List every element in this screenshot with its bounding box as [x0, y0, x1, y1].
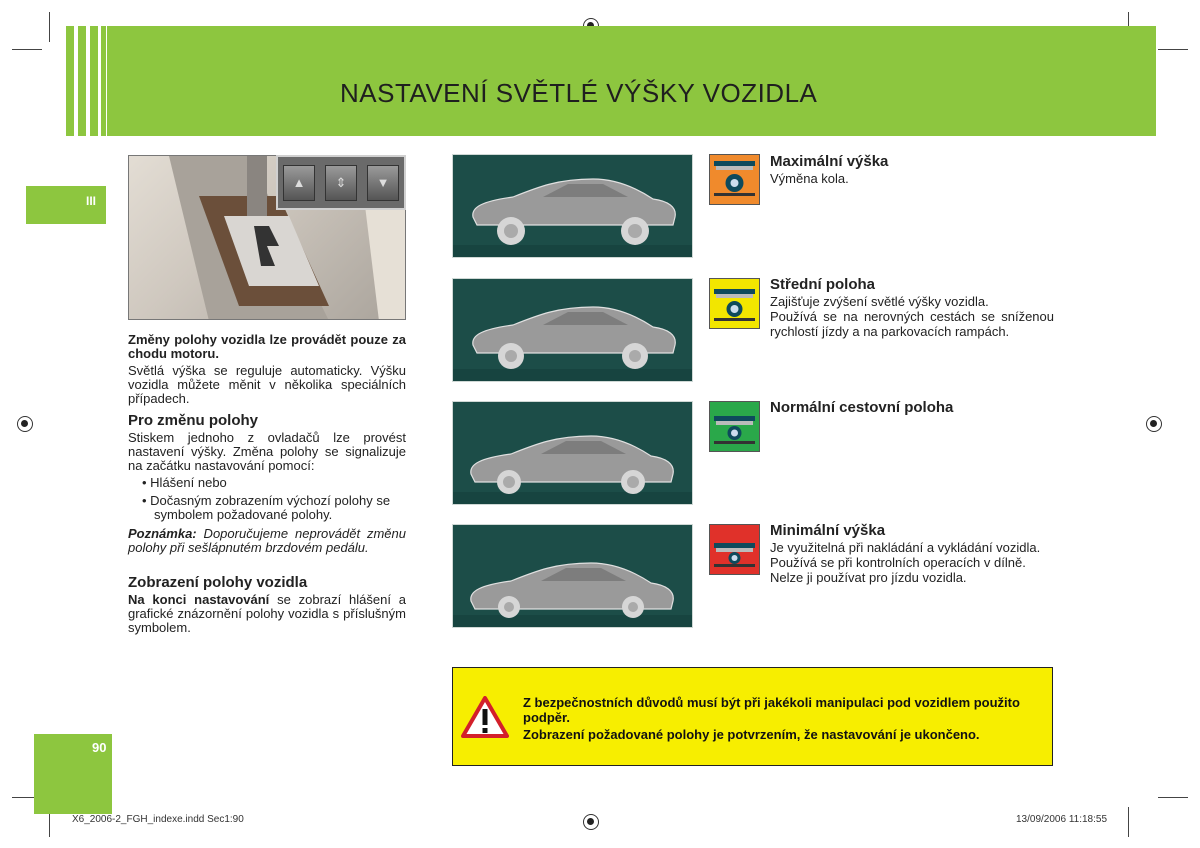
car-normal-height-image	[452, 401, 693, 505]
display-text	[128, 593, 406, 635]
mode-line: Je využitelná při nakládání a vykládání vozidla.	[770, 540, 1041, 555]
registration-mark-icon	[1146, 416, 1162, 432]
bullet-item: • Hlášení nebo	[142, 475, 227, 490]
height-control-buttons-photo	[276, 155, 406, 210]
raise-button-icon: ▲	[283, 165, 315, 201]
header-stripe	[90, 26, 98, 136]
crop-mark	[1158, 49, 1188, 50]
car-max-height-image	[452, 154, 693, 258]
mode-description	[770, 540, 1054, 585]
note-text: Doporučujeme neprovádět změnu polohy při sešlápnutém brzdovém pedálu.	[128, 526, 406, 555]
mode-title: Normální cestovní poloha	[770, 399, 954, 416]
section-label: III	[86, 194, 97, 208]
lower-button-icon: ▼	[367, 165, 399, 201]
bullet-text: Hlášení nebo	[150, 475, 227, 490]
header-stripe	[101, 26, 106, 136]
mode-title: Maximální výška	[770, 153, 889, 170]
max-height-icon	[709, 154, 760, 205]
display-rest: se zobrazí hlášení a grafické znázornění polohy vozidla s příslušným symbolem.	[128, 592, 406, 635]
section-tab	[26, 186, 106, 224]
car-mid-height-image	[452, 278, 693, 382]
page-number: 90	[92, 740, 107, 755]
warning-box	[452, 667, 1053, 766]
mode-line: Zajišťuje zvýšení světlé výšky vozidla.	[770, 294, 989, 309]
mode-line: Výměna kola.	[770, 171, 849, 186]
warning-line: Z bezpečnostních důvodů musí být při jakékoli manipulaci pod vozidlem použito podpěr.	[523, 695, 1020, 725]
bullet-text: Dočasným zobrazením výchozí polohy se symbolem požadované polohy.	[150, 493, 391, 522]
change-heading: Pro změnu polohy	[128, 412, 259, 429]
bullet-item: • Dočasným zobrazením výchozí polohy se symbolem požadované polohy.	[142, 493, 391, 522]
footer-file: X6_2006-2_FGH_indexe.indd Sec1:90	[72, 814, 244, 825]
intro-bold: Změny polohy vozidla lze provádět pouze za chodu motoru.	[128, 332, 406, 361]
crop-mark	[1158, 797, 1188, 798]
mode-description	[770, 171, 1054, 186]
min-height-icon	[709, 524, 760, 575]
change-text: Stiskem jednoho z ovladačů lze provést nastavení výšky. Změna polohy se signalizuje na začátku nastavování pomocí:	[128, 430, 406, 473]
mode-title: Střední poloha	[770, 276, 875, 293]
display-bold: Na konci nastavování	[128, 592, 270, 607]
crop-mark	[12, 49, 42, 50]
crop-mark	[49, 12, 50, 42]
page-number-tab	[34, 734, 112, 814]
car-min-height-image	[452, 524, 693, 628]
footer-date: 13/09/2006 11:18:55	[1016, 814, 1108, 825]
registration-mark-icon	[17, 416, 33, 432]
normal-height-icon	[709, 401, 760, 452]
header-stripe	[78, 26, 86, 136]
display-heading: Zobrazení polohy vozidla	[128, 574, 308, 591]
registration-mark-icon	[583, 814, 599, 830]
header-stripe	[66, 26, 74, 136]
warning-line: Zobrazení požadované polohy je potvrzením, že nastavování je ukončeno.	[523, 727, 980, 742]
warning-text	[523, 695, 1043, 742]
car-height-button-icon: ⇕	[325, 165, 357, 201]
intro-text: Světlá výška se reguluje automaticky. Výšku vozidla můžete měnit v několika speciálních případech.	[128, 363, 406, 406]
mode-line: Používá se na nerovných cestách se sníženou rychlostí jízdy a na parkovacích rampách.	[770, 309, 1054, 339]
mode-line: Nelze ji používat pro jízdu vozidla.	[770, 570, 967, 585]
mode-title: Minimální výška	[770, 522, 886, 539]
mid-height-icon	[709, 278, 760, 329]
mode-line: Používá se při kontrolních operacích v dílně.	[770, 555, 1026, 570]
note	[128, 527, 406, 555]
crop-mark	[1128, 807, 1129, 837]
note-label: Poznámka:	[128, 526, 197, 541]
warning-triangle-icon	[461, 696, 509, 738]
mode-description	[770, 294, 1054, 339]
page-title: NASTAVENÍ SVĚTLÉ VÝŠKY VOZIDLA	[340, 78, 818, 108]
